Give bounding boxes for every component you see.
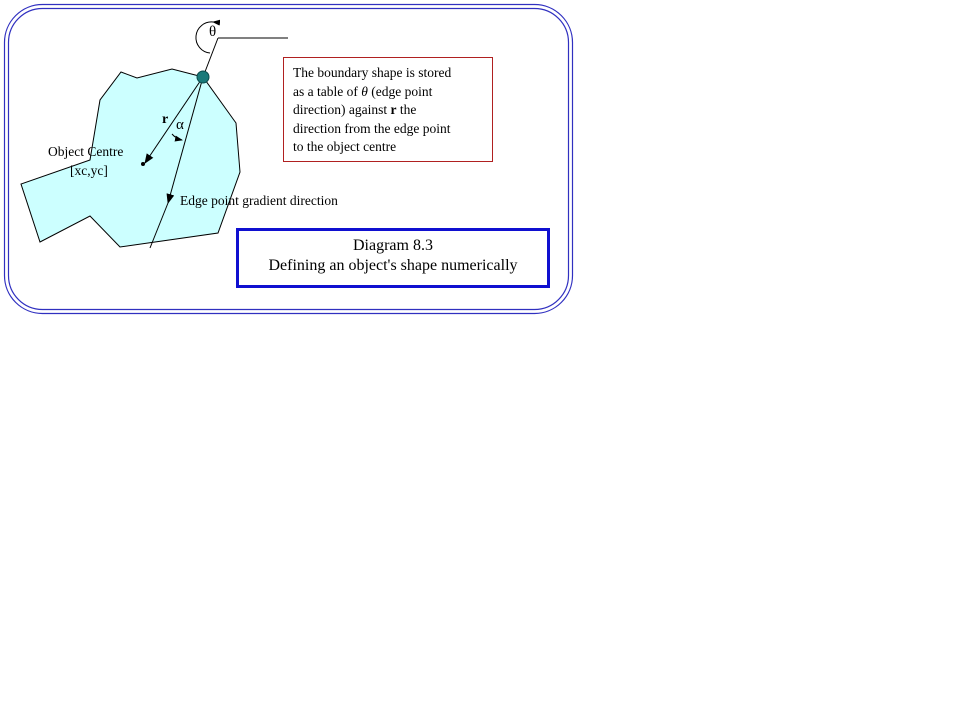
note-box	[283, 57, 493, 162]
gradient-direction-label: Edge point gradient direction	[180, 193, 338, 208]
note-line-3: direction) against r the	[293, 102, 417, 118]
caption-subtitle: Defining an object's shape numerically	[268, 257, 518, 274]
note-line-2: as a table of θ (edge point	[293, 83, 433, 99]
edge-point-marker	[197, 71, 209, 83]
caption-box	[236, 228, 550, 288]
note-line-4: direction from the edge point	[293, 120, 451, 136]
centre-coords-label: [xc,yc]	[70, 163, 108, 178]
note-line-1: The boundary shape is stored	[293, 65, 452, 80]
object-centre-label: Object Centre	[48, 144, 124, 159]
theta-label: θ	[209, 24, 217, 40]
alpha-label: α	[176, 117, 184, 133]
caption-title: Diagram 8.3	[353, 237, 433, 254]
object-centre-point	[141, 162, 145, 166]
note-line-5: to the object centre	[293, 139, 397, 155]
r-label: r	[162, 112, 169, 127]
